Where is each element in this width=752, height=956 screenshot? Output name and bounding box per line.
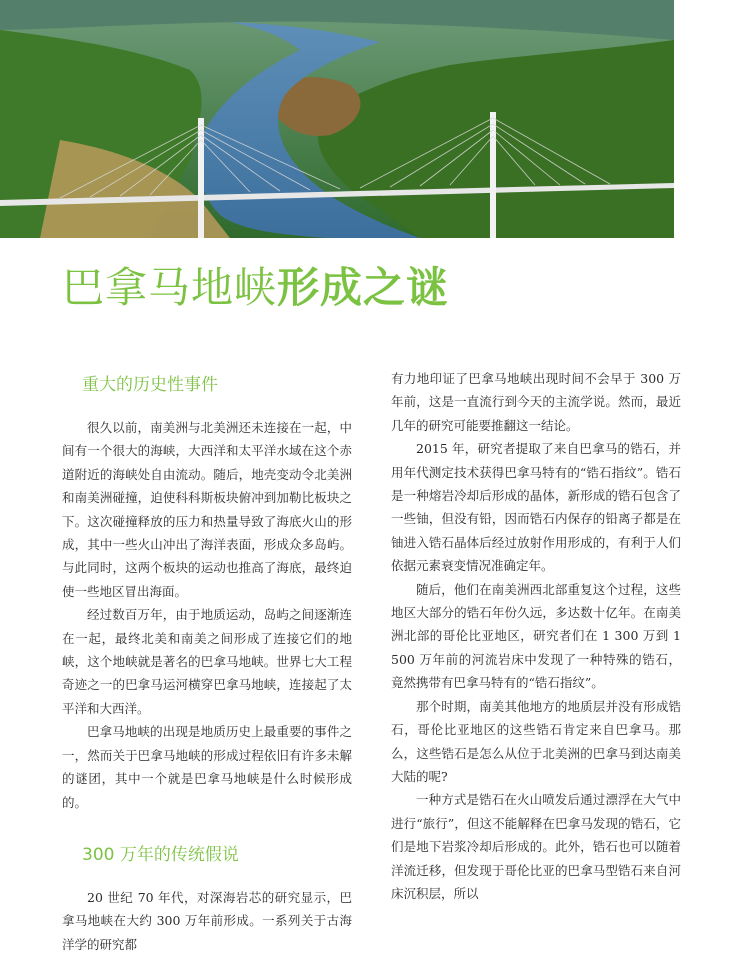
- paragraph: 一种方式是锆石在火山喷发后通过漂浮在大气中进行“旅行”，但这不能解释在巴拿马发现的锆石，它们是地下岩浆冷却后形成的。此外，锆石也可以随着洋流迁移，但发现于哥伦比亚的巴拿马型锆石来自河床沉积层，所以: [391, 792, 681, 901]
- title-light: 巴拿马地峡: [62, 263, 278, 312]
- paragraph: 2015 年，研究者提取了来自巴拿马的锆石，并用年代测定技术获得巴拿马特有的“锆石指纹”。锆石是一种熔岩冷却后形成的晶体，新形成的锆石包含了一些铀，但没有铅，因而锆石内保存的铅离子都是在铀进入锆石晶体后经过放射作用形成的，有利于人们依据元素衰变情况准确定年。: [391, 441, 681, 574]
- title-bold: 形成之谜: [277, 263, 450, 312]
- hero-photo: [0, 0, 674, 238]
- paragraph: 20 世纪 70 年代，对深海岩芯的研究显示，巴拿马地峡在大约 300 万年前形成。一系列关于古海洋学的研究都: [62, 889, 352, 952]
- paragraph: 巴拿马地峡的出现是地质历史上最重要的事件之一，然而关于巴拿马地峡的形成过程依旧有许多未解的谜团，其中一个就是巴拿马地峡是什么时候形成的。: [62, 724, 352, 810]
- right-column: [391, 367, 681, 905]
- section-heading-events: 重大的历史性事件: [82, 375, 218, 395]
- paragraph: 那个时期，南美其他地方的地质层并没有形成锆石，哥伦比亚地区的这些锆石肯定来自巴拿马。那么，这些锆石是怎么从位于北美洲的巴拿马到达南美大陆的呢?: [391, 698, 681, 784]
- paragraph: 很久以前，南美洲与北美洲还未连接在一起，中间有一个很大的海峡，大西洋和太平洋水域在这个赤道附近的海峡处自由流动。随后，地壳变动令北美洲和南美洲碰撞，迫使科科斯板块俯冲到加勒比板块之下。这次碰撞释放的压力和热量导致了海底火山的形成，其中一些火山冲出了海洋表面，形成众多岛屿。与此同时，这两个板块的运动也推高了海底，最终迫使一些地区冒出海面。: [62, 420, 352, 599]
- paragraph: 经过数百万年，由于地质运动，岛屿之间逐渐连在一起，最终北美和南美之间形成了连接它们的地峡，这个地峡就是著名的巴拿马地峡。世界七大工程奇迹之一的巴拿马运河横穿巴拿马地峡，连接起了太平洋和大西洋。: [62, 607, 352, 716]
- paragraph: 有力地印证了巴拿马地峡出现时间不会早于 300 万年前，这是一直流行到今天的主流学说。然而，最近几年的研究可能要推翻这一结论。: [391, 371, 681, 433]
- page-title: [62, 258, 449, 318]
- left-column: [62, 370, 352, 956]
- paragraph: 随后，他们在南美洲西北部重复这个过程，这些地区大部分的锆石年份久远，多达数十亿年。在南美洲北部的哥伦比亚地区，研究者们在 1 300 万到 1 500 万年前的河流岩床中发现了一种特殊的锆石，竟然携带有巴拿马特有的“锆石指纹”。: [391, 581, 681, 691]
- section-heading-hypothesis: 300 万年的传统假说: [82, 844, 239, 865]
